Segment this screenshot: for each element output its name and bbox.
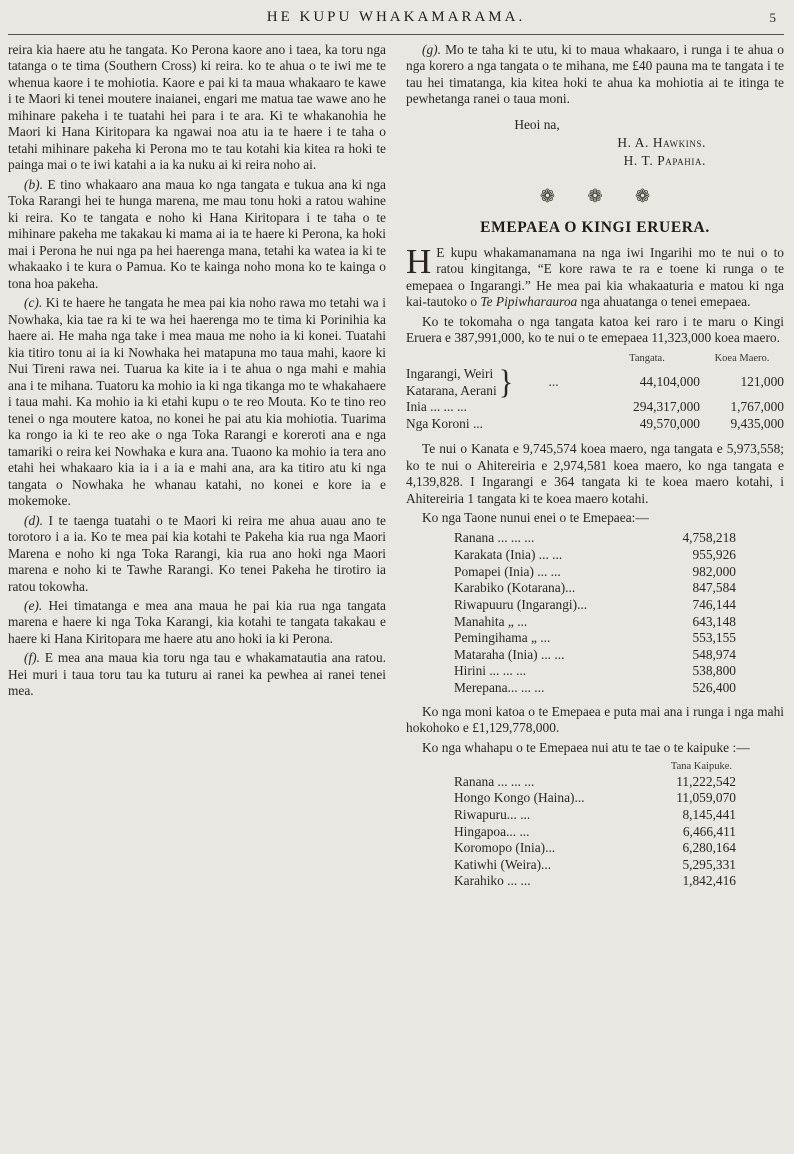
- paragraph-text: Mo te taha ki te utu, ki to maua whakaaro, i runga i te ahua o nga korero a nga tangata o te mihana, me £40 pauna ma te tangata i te tau hei timatanga, kia kitea hoki te ahua ka mohiotia ai te itinga te pewhetanga ranei o taua moni.: [406, 42, 784, 107]
- paragraph-label: (g).: [422, 42, 441, 57]
- list-item: Ranana ... ... ... 4,758,218: [454, 530, 736, 546]
- list-item: Mataraha (Inia) ... ... 548,974: [454, 646, 736, 662]
- list-item: Pemingihama „ ... 553,155: [454, 630, 736, 646]
- list-item: Riwapuuru (Ingarangi)... 746,144: [454, 596, 736, 612]
- stats-header-row: [406, 352, 784, 366]
- brace-glyph: }: [498, 364, 514, 402]
- article-heading: EMEPAEA O KINGI ERUERA.: [480, 218, 710, 236]
- paragraph-label: (c).: [24, 295, 43, 311]
- row-label: Inia ... ... ...: [406, 399, 467, 415]
- list-item: Koromopo (Inia)... 6,280,164: [454, 840, 736, 856]
- rosette-icon: ❁: [635, 186, 651, 207]
- koea-maero-value: 1,767,000: [730, 399, 784, 415]
- list-item: Hongo Kongo (Haina)... 11,059,070: [454, 790, 736, 806]
- rosette-icon: ❁: [587, 186, 603, 207]
- stats-group-row: [406, 364, 784, 402]
- list-item: Karahiko ... ... 1,842,416: [454, 873, 736, 889]
- list-item: Hirini ... ... ... 538,800: [454, 663, 736, 679]
- rosette-icon: ❁: [539, 186, 555, 207]
- two-column-body: [8, 42, 784, 897]
- koea-maero-value: 9,435,000: [730, 415, 784, 431]
- masthead-rule: [8, 34, 784, 35]
- trade-paragraph: Ko nga moni katoa o te Emepaea e puta mai ana i runga i nga mahi hokohoko e £1,129,778,000.: [406, 703, 784, 736]
- list-item: Katiwhi (Weira)... 5,295,331: [454, 856, 736, 872]
- drop-cap: H: [406, 241, 432, 281]
- tangata-value: 49,570,000: [639, 415, 700, 431]
- paragraph-text: I te taenga tuatahi o te Maori ki reira me ahua auau ano te torotoro i a ia. Ko te mea pai kia kotahi te Pakeha kia rua nga Maori Marena e noho ki nga Toka Rarangi, kia rua ano hoki nga Maori marena e noho ki te Tawhe Rarangi. Ko tenei Pakeha he tirotiro ia ratou tokowha.: [8, 512, 386, 594]
- tangata-value: 294,317,000: [633, 399, 700, 415]
- row-label: Nga Koroni ...: [406, 415, 483, 431]
- cities-intro: Ko nga Taone nunui enei o te Emepaea:—: [422, 510, 649, 525]
- list-item: Riwapuru... ... 8,145,441: [454, 806, 736, 822]
- page-title: HE KUPU WHAKAMARAMA.: [266, 9, 526, 25]
- list-item: Pomapei (Inia) ... ... 982,000: [454, 563, 736, 579]
- paragraph-text: Hei timatanga e mea ana maua he pai kia rua nga tangata marena e haere ki nga Toka Karangi, kia kotahi te tangata takakau e haere ki Hana Kiritopara me haere atu ano hoki ia ki Perona.: [8, 597, 386, 646]
- article-intro: [406, 241, 784, 311]
- paragraph-continued: [8, 42, 386, 174]
- paragraph-text: E tino whakaaro ana maua ko nga tangata e tukua ana ki nga Toka Rarangi hei te hunga marena, me mau tonu hoki a ratou wahine ki reira. Ko te tangata e noho ki Hana Kiritopara i te taha o te mihinare pakeha me takakau ki mama ai ia te haere ki Perona, ka hoki mai i Perona he nui nga pa hei haerenga mana, tetahi ka watea ia ki te whakaako i te kura o Pamua. Ko te kainga noho mona ko te kainga o tona hoa pakeha.: [8, 176, 386, 291]
- list-item: Merepana... ... ... 526,400: [454, 679, 736, 695]
- ports-list: [454, 760, 736, 890]
- paragraph-e: [8, 598, 386, 647]
- signoff: Heoi na,: [514, 116, 560, 132]
- population-paragraph: Ko te tokomaha o nga tangata katoa kei raro i te maru o Kingi Eruera e 387,991,000, ko te nui o te emepaea 11,323,000 koea maero.: [406, 313, 784, 345]
- section-ornaments: [406, 185, 784, 207]
- paragraph-label: (f).: [24, 650, 40, 666]
- list-item: Manahita „ ... 643,148: [454, 613, 736, 629]
- signature-hawkins: H. A. Hawkins.: [617, 135, 706, 151]
- list-item: Hingapoa... ... 6,466,411: [454, 823, 736, 839]
- list-item: Karakata (Inia) ... ... 955,926: [454, 547, 736, 563]
- paragraph-text: E mea ana maua kia toru nga tau e whakamatautia ana ratou. Hei muri i taua toru tau ka tuturu ai ranei ka pewhea ai ranei tenei mea.: [8, 650, 386, 699]
- group-label: [406, 366, 497, 399]
- ports-column-header: Tana Kaipuke.: [670, 761, 732, 773]
- intro-text: nga ahuatanga o tenei emepaea.: [577, 294, 751, 310]
- paragraph-label: (b).: [24, 176, 43, 192]
- periodical-name: Te Pipiwharauroa: [480, 294, 578, 310]
- paragraph-label: (e).: [24, 597, 43, 613]
- paragraph-g: [406, 42, 784, 108]
- column-header-tangata: Tangata.: [629, 353, 665, 365]
- paragraph-c: [8, 295, 386, 509]
- empire-stats-table: [406, 352, 784, 432]
- paragraph-b: [8, 177, 386, 292]
- page-number: 5: [769, 10, 776, 25]
- tangata-value: 44,104,000: [639, 374, 700, 390]
- paragraph-d: [8, 513, 386, 595]
- masthead: [8, 8, 784, 30]
- right-column: [406, 42, 784, 897]
- paragraph-label: (d).: [24, 512, 43, 528]
- koea-maero-value: 121,000: [740, 374, 784, 390]
- stats-row-nga-koroni: [406, 416, 784, 432]
- stats-row-inia: [406, 399, 784, 415]
- left-column: [8, 42, 386, 897]
- paragraph-text: Ki te haere he tangata he mea pai kia noho rawa mo tetahi wa i Nowhaka, kia tae ra ki te wa hei haerenga mo te tima ki Porinihia ka haere ai. He maha nga take i mea maua me noho ia ki konei. Tuatahi kia titiro tonu ai ia ki Nowhaka hei matapuna mo taua mahi, kaore ki Nui Tireni rawa nei. Tuarua ka kite ia i te ahua o nga mahi e mahia ana i te mihana. Tuatoru ka mohio ia ki nga tikanga mo te whakahaere i taua mahi. Ka mohio ia ki etahi kupu o te reo Mouta. Ko te tino reo tenei o nga moutere katoa, no konei he pai atu kia mohiotia. Tuarima ka rongo ia ki te reo ake o nga Toka Rarangi e koreroti ana e nga tamariki o reira kei Nowhaka e kura ana. Tuaono ka mohio ia tera ano etahi hei whakaaro kia ia i a ia e mahi ana, ara ka titiro atu ki nga tangata o Nowhaka he whanau katahi, no konei e kore ia e mokemoke.: [8, 295, 386, 509]
- paragraph-f: [8, 650, 386, 699]
- intro-text: E kupu whakamanamana na nga iwi Ingarihi mo te nui o to ratou kingitanga, “E kore rawa te ra e toene ki runga o te emepaea o Ingarangi.” He mea pai kia whakaaturia e matou ki nga kai-tautoko o: [406, 244, 784, 310]
- area-paragraph: Te nui o Kanata e 9,745,574 koea maero, nga tangata e 5,973,558; ko te nui o Ahitereiria e 2,974,581 koea maero, ko nga tangata e 4,139,828. I Ingarangi e 364 tangata ki te koea maero kotahi, i Ahitereiria 1 tangata ki te koea maero kotahi.: [406, 441, 784, 506]
- column-header-koea-maero: Koea Maero.: [714, 353, 770, 365]
- ports-intro: Ko nga whahapu o te Emepaea nui atu te tae o te kaipuke :—: [422, 739, 750, 755]
- list-item: Ranana ... ... ... 11,222,542: [454, 773, 736, 789]
- signature-papahia: H. T. Papahia.: [623, 152, 706, 168]
- group-label-line1: Ingarangi, Weiri: [406, 366, 494, 382]
- list-item: Karabiko (Kotarana)... 847,584: [454, 580, 736, 596]
- group-label-line2: Katarana, Aerani: [406, 382, 497, 398]
- paragraph-text: reira kia haere atu he tangata. Ko Perona kaore ano i taea, ka toru nga tatanga o te tima (Southern Cross) ki reira. ko te ahua o te iwi me te whenua kaore i te mohiotia. Kaore e pai ki ta maua whakaaro te kawe i te Maori ki tenei moutere inaianei, engari me matua tae wawe ano he mihinare pakeha i te tuatahi hei para i te ara. Ki te whakanohia he Maori ki Hana Kiritopara ka ngawai noa atu ia te haere i te taha o tetahi mihinare pakeha ki Perona mo te tau kotahi kia kitea ra hoki te painga mai o te iwi katahi a ia ka nuku ai ki reira noho ai.: [8, 42, 386, 173]
- dot-leader: ...: [548, 374, 559, 390]
- cities-list: [454, 530, 736, 696]
